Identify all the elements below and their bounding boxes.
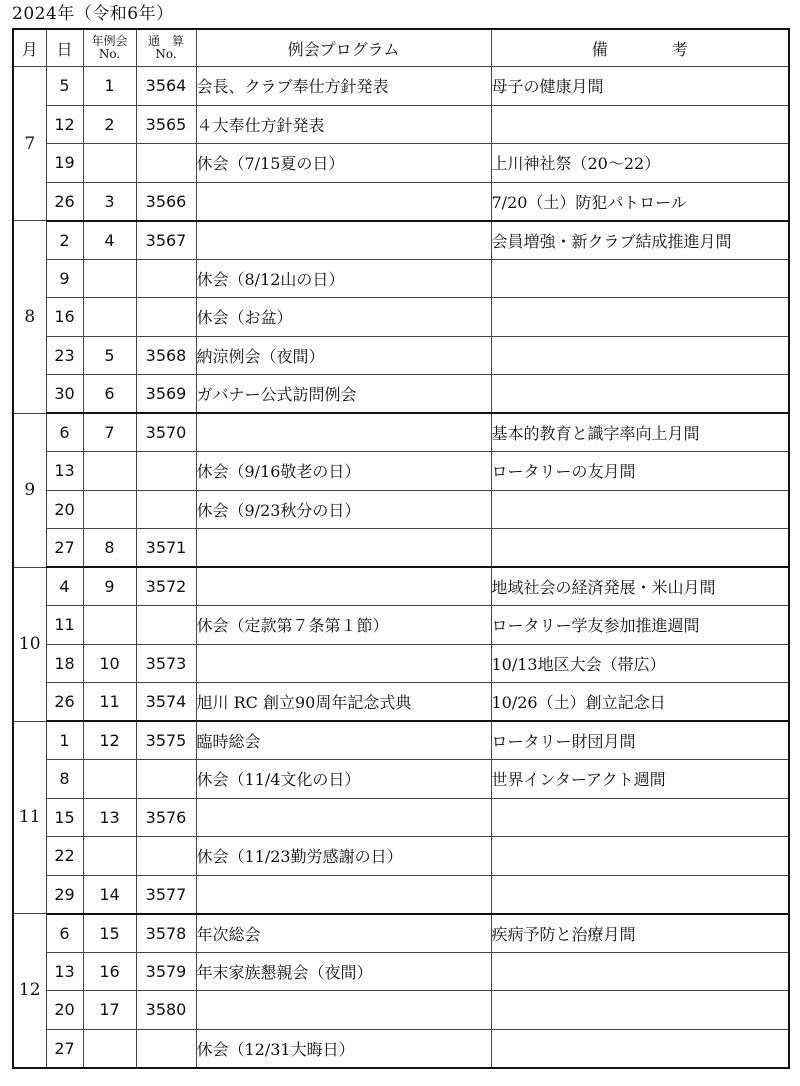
month-cell: 8 [13,221,46,414]
program-cell [196,567,491,606]
program-cell: 休会（12/31大晦日） [196,1029,491,1068]
year-meeting-no-cell [83,837,136,876]
total-no-cell: 3564 [136,67,196,106]
year-meeting-no-cell: 1 [83,67,136,106]
year-meeting-no-cell: 16 [83,952,136,991]
note-cell: 世界インターアクト週間 [491,760,789,799]
note-cell [491,837,789,876]
total-no-cell [136,760,196,799]
note-cell: 地域社会の経済発展・米山月間 [491,567,789,606]
year-meeting-no-cell: 11 [83,683,136,722]
year-meeting-no-cell [83,1029,136,1068]
table-row [13,413,789,452]
total-no-cell: 3573 [136,644,196,683]
year-meeting-no-cell [83,606,136,645]
day-cell: 6 [46,413,83,452]
total-no-cell: 3565 [136,105,196,144]
program-cell: 休会（11/4文化の日） [196,760,491,799]
total-no-cell: 3580 [136,991,196,1030]
day-cell: 20 [46,991,83,1030]
year-meeting-no-cell: 9 [83,567,136,606]
program-cell: 臨時総会 [196,721,491,760]
day-cell: 11 [46,606,83,645]
header-year-meeting-no-label: No. [98,47,121,61]
day-cell: 29 [46,875,83,914]
day-cell: 18 [46,644,83,683]
program-cell: 休会（9/23秋分の日） [196,490,491,529]
note-cell: ロータリーの友月間 [491,452,789,491]
program-cell [196,413,491,452]
note-cell: 母子の健康月間 [491,67,789,106]
total-no-cell [136,1029,196,1068]
day-cell: 15 [46,798,83,837]
table-row [13,375,789,414]
year-meeting-no-cell [83,490,136,529]
note-cell: ロータリー財団月間 [491,721,789,760]
month-cell: 9 [13,413,46,567]
program-cell: 休会（定款第７条第１節） [196,606,491,645]
table-row [13,490,789,529]
table-row [13,182,789,221]
note-cell [491,875,789,914]
year-meeting-no-cell: 2 [83,105,136,144]
header-day: 日 [46,29,83,67]
total-no-cell: 3575 [136,721,196,760]
table-row [13,837,789,876]
day-cell: 23 [46,336,83,375]
year-meeting-no-cell: 4 [83,221,136,260]
note-cell: 基本的教育と識字率向上月間 [491,413,789,452]
table-row [13,606,789,645]
month-cell: 7 [13,67,46,221]
day-cell: 22 [46,837,83,876]
program-cell: ４大奉仕方針発表 [196,105,491,144]
program-cell: 年次総会 [196,914,491,953]
day-cell: 12 [46,105,83,144]
total-no-cell: 3567 [136,221,196,260]
table-row [13,721,789,760]
total-no-cell: 3576 [136,798,196,837]
note-cell [491,1029,789,1068]
month-cell: 12 [13,914,46,1068]
table-row [13,760,789,799]
year-meeting-no-cell: 14 [83,875,136,914]
table-header-row [13,29,789,67]
program-cell [196,644,491,683]
table-row [13,798,789,837]
table-row [13,67,789,106]
day-cell: 2 [46,221,83,260]
total-no-cell: 3566 [136,182,196,221]
note-cell [491,259,789,298]
header-month: 月 [13,29,46,67]
year-meeting-no-cell: 15 [83,914,136,953]
day-cell: 4 [46,567,83,606]
table-row [13,952,789,991]
total-no-cell: 3568 [136,336,196,375]
note-cell [491,336,789,375]
program-cell: 会長、クラブ奉仕方針発表 [196,67,491,106]
total-no-cell: 3579 [136,952,196,991]
table-row [13,991,789,1030]
year-meeting-no-cell: 10 [83,644,136,683]
program-cell: 休会（9/16敬老の日） [196,452,491,491]
total-no-cell [136,490,196,529]
header-total-label: 通 算 [147,34,184,48]
note-cell [491,952,789,991]
table-row [13,875,789,914]
total-no-cell: 3578 [136,914,196,953]
header-notes: 備 考 [491,29,789,67]
header-year-meeting-no [83,29,136,67]
day-cell: 27 [46,1029,83,1068]
day-cell: 20 [46,490,83,529]
note-cell: 会員増強・新クラブ結成推進月間 [491,221,789,260]
year-meeting-no-cell: 3 [83,182,136,221]
table-row [13,336,789,375]
note-cell: 10/26（土）創立記念日 [491,683,789,722]
year-meeting-no-cell [83,760,136,799]
schedule-body [13,67,789,1068]
note-cell [491,105,789,144]
total-no-cell [136,144,196,183]
table-row [13,298,789,337]
year-meeting-no-cell [83,452,136,491]
program-cell: 休会（11/23勤労感謝の日） [196,837,491,876]
table-row [13,259,789,298]
program-cell: 旭川 RC 創立90周年記念式典 [196,683,491,722]
year-meeting-no-cell: 17 [83,991,136,1030]
day-cell: 27 [46,529,83,568]
year-meeting-no-cell: 5 [83,336,136,375]
year-meeting-no-cell: 6 [83,375,136,414]
table-row [13,914,789,953]
day-cell: 26 [46,182,83,221]
day-cell: 5 [46,67,83,106]
meeting-schedule-table [12,28,790,1069]
year-meeting-no-cell [83,259,136,298]
note-cell [491,490,789,529]
table-row [13,105,789,144]
table-row [13,1029,789,1068]
total-no-cell: 3572 [136,567,196,606]
program-cell: 納涼例会（夜間） [196,336,491,375]
program-cell [196,182,491,221]
day-cell: 8 [46,760,83,799]
total-no-cell [136,298,196,337]
table-row [13,144,789,183]
total-no-cell [136,452,196,491]
total-no-cell [136,259,196,298]
table-row [13,683,789,722]
table-row [13,644,789,683]
total-no-cell: 3577 [136,875,196,914]
day-cell: 13 [46,952,83,991]
note-cell: 7/20（土）防犯パトロール [491,182,789,221]
total-no-cell [136,837,196,876]
program-cell: 休会（お盆） [196,298,491,337]
note-cell: 疾病予防と治療月間 [491,914,789,953]
program-cell: 年末家族懇親会（夜間） [196,952,491,991]
year-meeting-no-cell: 12 [83,721,136,760]
table-row [13,567,789,606]
table-row [13,221,789,260]
month-cell: 11 [13,721,46,914]
note-cell [491,375,789,414]
note-cell [491,298,789,337]
schedule-year-title: 2024年（令和6年） [12,4,174,24]
day-cell: 1 [46,721,83,760]
program-cell: 休会（8/12山の日） [196,259,491,298]
program-cell: ガバナー公式訪問例会 [196,375,491,414]
program-cell: 休会（7/15夏の日） [196,144,491,183]
year-meeting-no-cell [83,144,136,183]
day-cell: 13 [46,452,83,491]
day-cell: 16 [46,298,83,337]
total-no-cell: 3571 [136,529,196,568]
note-cell: ロータリー学友参加推進週間 [491,606,789,645]
total-no-cell [136,606,196,645]
total-no-cell: 3570 [136,413,196,452]
year-meeting-no-cell [83,298,136,337]
note-cell: 10/13地区大会（帯広） [491,644,789,683]
day-cell: 6 [46,914,83,953]
table-row [13,452,789,491]
month-cell: 10 [13,567,46,721]
header-total-no-label: No. [155,47,177,61]
program-cell [196,875,491,914]
total-no-cell: 3574 [136,683,196,722]
program-cell [196,798,491,837]
header-total-no [136,29,196,67]
year-meeting-no-cell: 7 [83,413,136,452]
header-program: 例会プログラム [196,29,491,67]
total-no-cell: 3569 [136,375,196,414]
note-cell: 上川神社祭（20〜22） [491,144,789,183]
note-cell [491,798,789,837]
program-cell [196,529,491,568]
table-row [13,529,789,568]
program-cell [196,991,491,1030]
day-cell: 19 [46,144,83,183]
header-year-meeting-label: 年例会 [91,34,128,48]
day-cell: 30 [46,375,83,414]
note-cell [491,529,789,568]
year-meeting-no-cell: 8 [83,529,136,568]
note-cell [491,991,789,1030]
day-cell: 9 [46,259,83,298]
year-meeting-no-cell: 13 [83,798,136,837]
day-cell: 26 [46,683,83,722]
program-cell [196,221,491,260]
